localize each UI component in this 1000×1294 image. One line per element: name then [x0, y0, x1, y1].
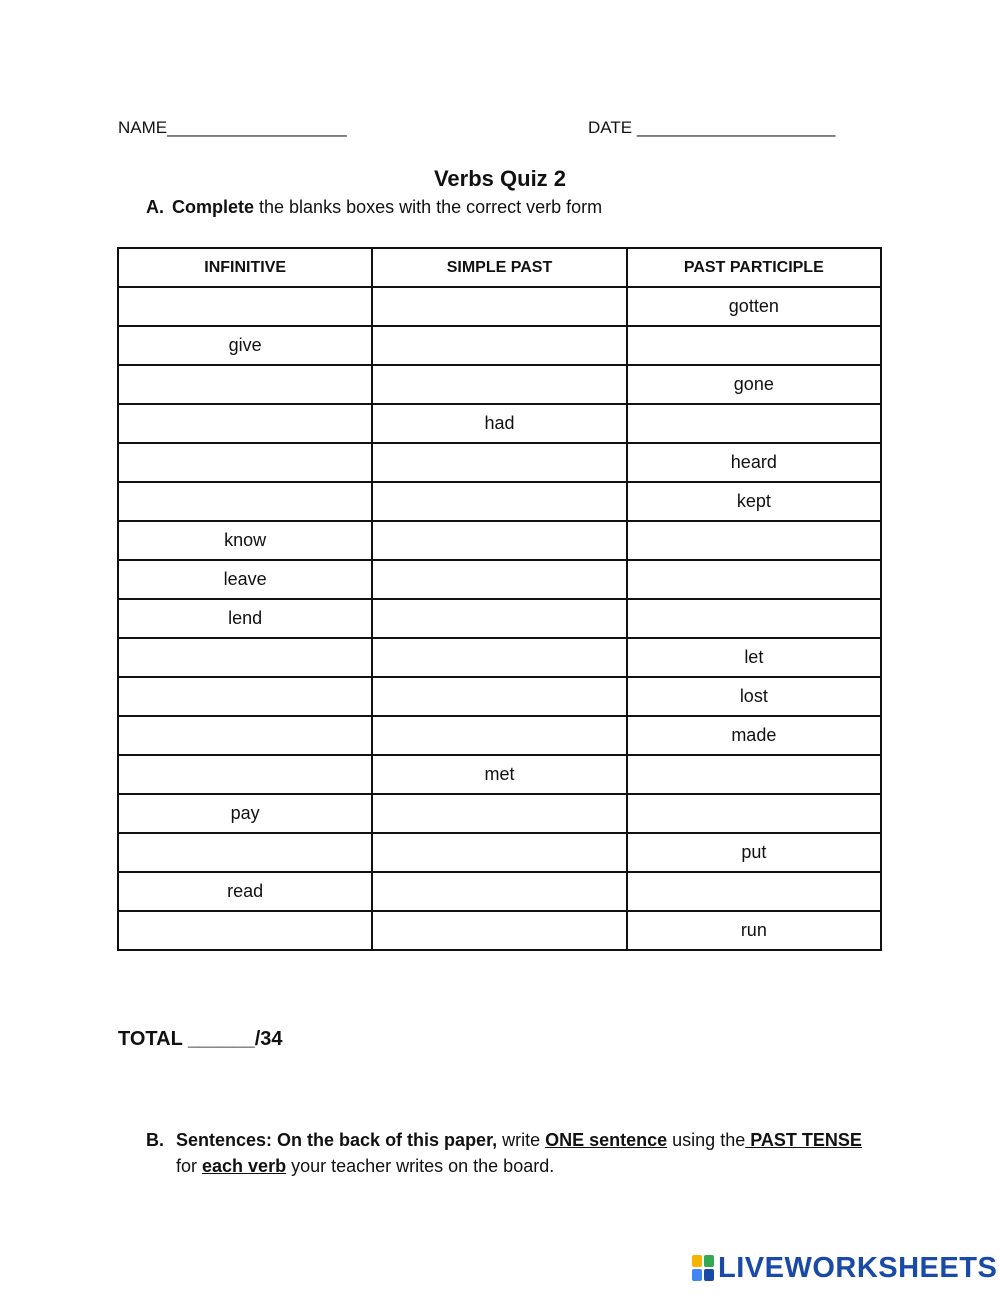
answer-blank-cell[interactable] [118, 677, 372, 716]
answer-blank-cell[interactable] [627, 521, 881, 560]
table-row [118, 560, 881, 599]
table-row [118, 911, 881, 950]
given-verb-cell: know [118, 521, 372, 560]
logo-square-2 [704, 1255, 714, 1267]
answer-blank-cell[interactable] [118, 482, 372, 521]
table-row [118, 755, 881, 794]
given-verb-cell: lost [627, 677, 881, 716]
given-verb-cell: gotten [627, 287, 881, 326]
answer-blank-cell[interactable] [627, 404, 881, 443]
answer-blank-cell[interactable] [627, 872, 881, 911]
given-verb-cell: let [627, 638, 881, 677]
total-score [118, 1028, 283, 1051]
answer-blank-cell[interactable] [118, 365, 372, 404]
answer-blank-cell[interactable] [118, 911, 372, 950]
page-title: Verbs Quiz 2 [433, 166, 567, 191]
text-segment: write [497, 1130, 546, 1150]
instruction-b [146, 1127, 886, 1179]
answer-blank-cell[interactable] [372, 443, 626, 482]
verb-table [117, 247, 882, 951]
instruction-b-text [176, 1127, 886, 1179]
text-segment: using the [667, 1130, 746, 1150]
table-row [118, 599, 881, 638]
given-verb-cell: heard [627, 443, 881, 482]
answer-blank-cell[interactable] [372, 560, 626, 599]
answer-blank-cell[interactable] [372, 365, 626, 404]
answer-blank-cell[interactable] [627, 755, 881, 794]
table-row [118, 482, 881, 521]
column-header: PAST PARTICIPLE [627, 248, 881, 287]
table-row [118, 365, 881, 404]
answer-blank-cell[interactable] [372, 521, 626, 560]
section-b-label: B. [146, 1130, 164, 1150]
given-verb-cell: made [627, 716, 881, 755]
table-header-row [118, 248, 881, 287]
column-header: SIMPLE PAST [372, 248, 626, 287]
answer-blank-cell[interactable] [627, 326, 881, 365]
table-row [118, 443, 881, 482]
text-segment: for [176, 1156, 203, 1176]
total-blank[interactable]: ______ [188, 1028, 255, 1050]
name-label: NAME [118, 118, 168, 137]
name-blank[interactable]: ___________________ [167, 118, 347, 137]
answer-blank-cell[interactable] [627, 560, 881, 599]
logo-icon [692, 1255, 714, 1281]
given-verb-cell: read [118, 872, 372, 911]
answer-blank-cell[interactable] [372, 326, 626, 365]
given-verb-cell: gone [627, 365, 881, 404]
logo-text: LIVEWORKSHEETS [718, 1251, 998, 1284]
total-max: /34 [254, 1028, 283, 1050]
text-segment: your teacher writes on the board. [286, 1156, 555, 1176]
answer-blank-cell[interactable] [118, 833, 372, 872]
table-row [118, 287, 881, 326]
section-a-label: A. [146, 197, 164, 217]
answer-blank-cell[interactable] [627, 794, 881, 833]
total-label: TOTAL [118, 1028, 188, 1050]
answer-blank-cell[interactable] [372, 794, 626, 833]
date-label: DATE [588, 118, 637, 137]
given-verb-cell: lend [118, 599, 372, 638]
column-header: INFINITIVE [118, 248, 372, 287]
name-field [118, 118, 347, 138]
date-field [588, 118, 835, 138]
answer-blank-cell[interactable] [372, 872, 626, 911]
table-row [118, 521, 881, 560]
table-row [118, 326, 881, 365]
answer-blank-cell[interactable] [372, 287, 626, 326]
logo-square-1 [692, 1255, 702, 1267]
answer-blank-cell[interactable] [372, 482, 626, 521]
answer-blank-cell[interactable] [372, 833, 626, 872]
table-row [118, 404, 881, 443]
answer-blank-cell[interactable] [372, 638, 626, 677]
logo-square-4 [704, 1269, 714, 1281]
given-verb-cell: put [627, 833, 881, 872]
table-row [118, 872, 881, 911]
answer-blank-cell[interactable] [118, 755, 372, 794]
given-verb-cell: run [627, 911, 881, 950]
instruction-a [146, 197, 602, 218]
answer-blank-cell[interactable] [372, 716, 626, 755]
given-verb-cell: had [372, 404, 626, 443]
one-sentence-emphasis: ONE sentence [545, 1130, 668, 1150]
liveworksheets-logo [692, 1252, 997, 1284]
answer-blank-cell[interactable] [372, 911, 626, 950]
instruction-text: the blanks boxes with the correct verb form [254, 197, 603, 217]
instruction-bold: Complete [172, 197, 255, 217]
table-row [118, 677, 881, 716]
each-verb-emphasis: each verb [202, 1156, 287, 1176]
answer-blank-cell[interactable] [372, 677, 626, 716]
given-verb-cell: met [372, 755, 626, 794]
logo-square-3 [692, 1269, 702, 1281]
answer-blank-cell[interactable] [118, 638, 372, 677]
given-verb-cell: kept [627, 482, 881, 521]
given-verb-cell: pay [118, 794, 372, 833]
past-tense-emphasis: PAST TENSE [745, 1130, 862, 1150]
given-verb-cell: give [118, 326, 372, 365]
answer-blank-cell[interactable] [118, 287, 372, 326]
sentences-heading: Sentences: On the back of this paper, [176, 1130, 498, 1150]
answer-blank-cell[interactable] [627, 599, 881, 638]
table-row [118, 833, 881, 872]
given-verb-cell: leave [118, 560, 372, 599]
table-row [118, 716, 881, 755]
answer-blank-cell[interactable] [118, 716, 372, 755]
table-row [118, 794, 881, 833]
answer-blank-cell[interactable] [118, 443, 372, 482]
date-blank[interactable]: _____________________ [636, 118, 836, 137]
answer-blank-cell[interactable] [372, 599, 626, 638]
table-row [118, 638, 881, 677]
answer-blank-cell[interactable] [118, 404, 372, 443]
